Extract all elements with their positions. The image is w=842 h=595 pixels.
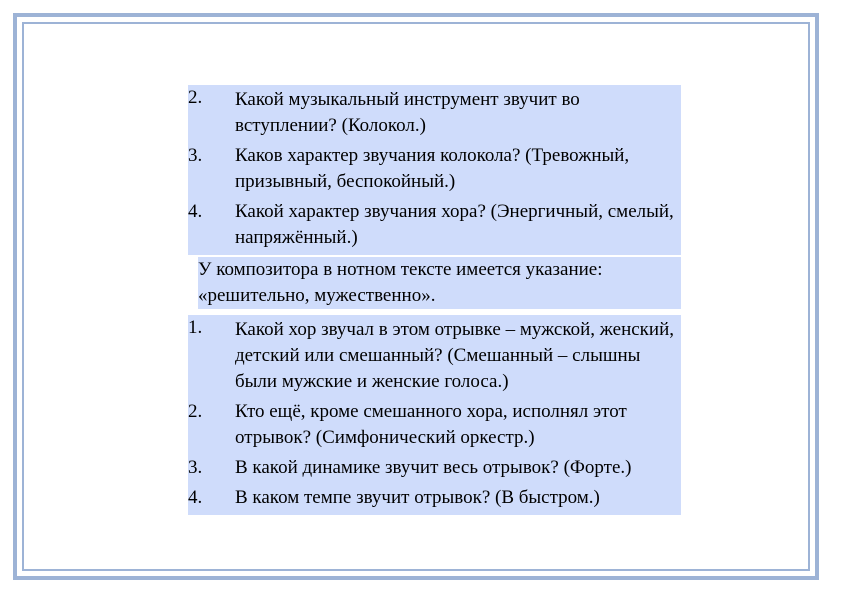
- question-text: Какой хор звучал в этом отрывке – мужской, женский, детский или смешанный? (Смешанный – слышны были мужские и женские голоса.): [235, 319, 674, 392]
- question-list-1: [188, 85, 681, 255]
- question-item: [188, 85, 681, 143]
- question-item: [188, 143, 681, 199]
- question-number: 2.: [188, 401, 203, 422]
- question-number: 3.: [188, 457, 203, 478]
- question-number: 2.: [188, 87, 203, 108]
- question-number: 1.: [188, 317, 203, 338]
- question-text: В какой динамике звучит весь отрывок? (Форте.): [235, 457, 632, 478]
- question-text: Кто ещё, кроме смешанного хора, исполнял этот отрывок? (Симфонический оркестр.): [235, 401, 627, 448]
- question-text: В каком темпе звучит отрывок? (В быстром.): [235, 487, 600, 508]
- question-text: Какой музыкальный инструмент звучит во вступлении? (Колокол.): [235, 89, 580, 136]
- question-item: [188, 455, 681, 485]
- question-number: 4.: [188, 487, 203, 508]
- question-item: [188, 399, 681, 455]
- question-list-2: [188, 315, 681, 515]
- composer-note: [188, 255, 681, 315]
- question-item: [188, 199, 681, 255]
- composer-note-text: У композитора в нотном тексте имеется указание: «решительно, мужественно».: [198, 257, 681, 309]
- question-text: Каков характер звучания колокола? (Тревожный, призывный, беспокойный.): [235, 145, 630, 192]
- question-number: 4.: [188, 201, 203, 222]
- question-text: Какой характер звучания хора? (Энергичный, смелый, напряжённый.): [235, 201, 674, 248]
- question-content: [188, 85, 681, 515]
- question-item: [188, 485, 681, 515]
- question-number: 3.: [188, 145, 203, 166]
- question-item: [188, 315, 681, 399]
